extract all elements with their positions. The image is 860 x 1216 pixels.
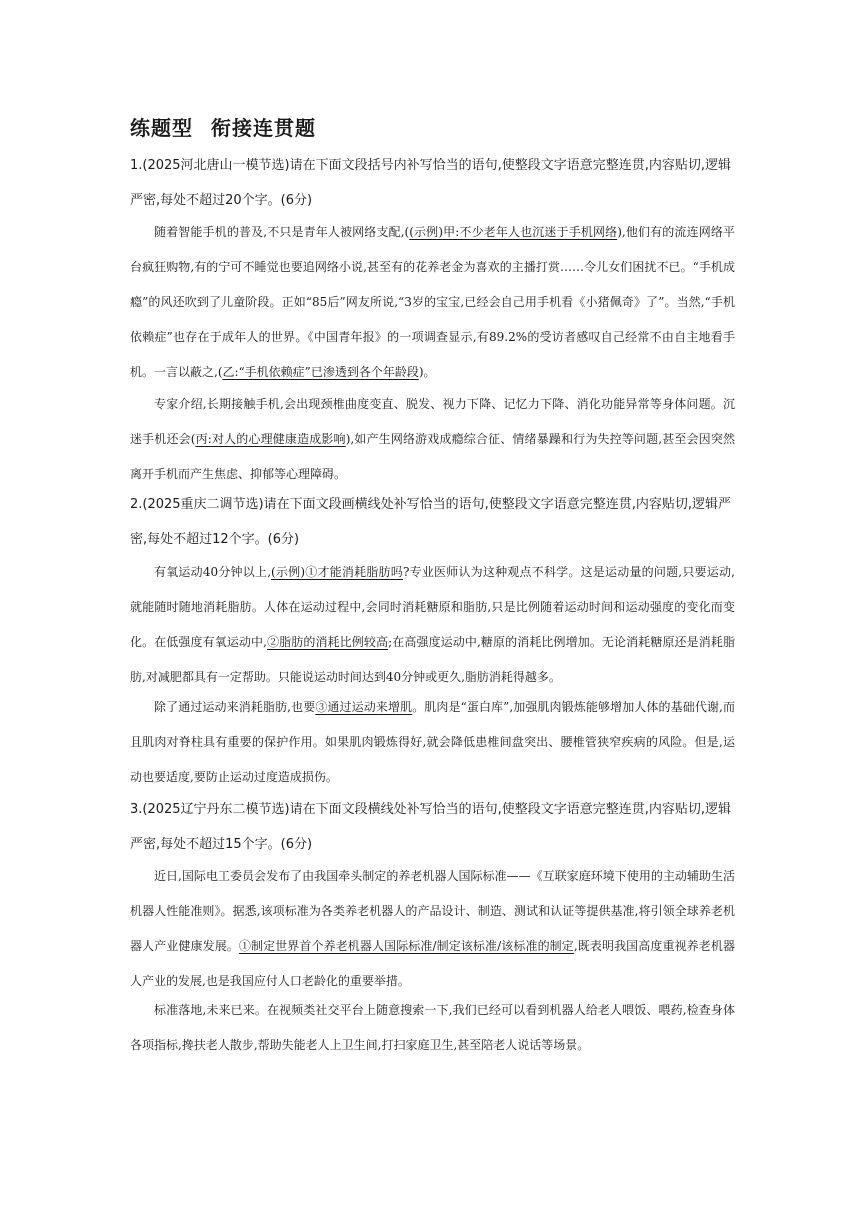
q2-answer-3: ③通过运动来增肌 — [315, 700, 413, 714]
q2-text-1e: ;在高强度运动中,糖原的消耗比例增加。无论消耗糖原还是消耗脂肪,对减肥都具有一定帮助。只能说运动时间达到40分钟或更久,脂肪消耗得越多。 — [130, 635, 735, 684]
q2-answer-2: ②脂肪的消耗比例较高 — [266, 635, 389, 649]
q1-text-1e: )。 — [418, 365, 436, 379]
question-3-paragraph-1 — [130, 859, 735, 999]
question-2-paragraph-1 — [130, 555, 735, 695]
question-1-stem: 1.(2025河北唐山一模节选)请在下面文段括号内补写恰当的语句,使整段文字语意完整连贯,内容贴切,逻辑严密,每处不超过20个字。(6分) — [130, 158, 732, 208]
q1-text-1c: ),他们有的流连网络平台疯狂购物,有的宁可不睡觉也要追网络小说,甚至有的花养老金为喜欢的主播打赏……令儿女们困扰不已。“手机成瘾”的风还吹到了儿童阶段。正如“85后”网友所说,“3岁的宝宝,已经会自己用手机看《小猪佩奇》了”。当然,“手机依赖症”也存在于成年人的世界。《中国青年报》的一项调查显示,有89.2%的受访者感叹自己经常不由自主地看手机。一言以蔽之,( — [130, 225, 735, 379]
q1-text-2a: 专家介绍,长期接触手机,会出现颈椎曲度变直、脱发、视力下降、记忆力下降、消化功能异常等身体问题。沉迷手机还会( — [130, 397, 735, 446]
question-3-paragraph-2 — [130, 993, 735, 1063]
q2-text-1c: ?专业医师认为这种观点不科学。这是运动量的问题,只要运动,就能随时随地消耗脂肪。人体在运动过程中,会同时消耗糖原和脂肪,只是比例随着运动时间和运动强度的变化而变化。在低强度有氧运动中, — [130, 565, 735, 649]
question-3-stem: 3.(2025辽宁丹东二模节选)请在下面文段横线处补写恰当的语句,使整段文字语意完整连贯,内容贴切,逻辑严密,每处不超过15个字。(6分) — [130, 802, 732, 852]
section-title-left: 练题型 — [130, 116, 193, 140]
q3-text-2a: 标准落地,未来已来。在视频类社交平台上随意搜索一下,我们已经可以看到机器人给老人喂饭、喂药,检查身体各项指标,搀扶老人散步,帮助失能老人上卫生间,打扫家庭卫生,甚至陪老人说话等场景。 — [130, 1003, 735, 1052]
q1-answer-c: 丙:对人的心理健康造成影响 — [195, 432, 346, 446]
q3-text-1a: 近日,国际电工委员会发布了由我国牵头制定的养老机器人国际标准——《互联家庭环境下使用的主动辅助生活机器人性能准则》。据悉,该项标准为各类养老机器人的产品设计、制造、测试和认证等提供基准,将引领全球养老机器人产业健康发展。 — [130, 869, 735, 953]
q2-answer-1: (示例)①才能消耗脂肪吗 — [271, 565, 403, 579]
section-title-right: 衔接连贯题 — [211, 116, 316, 140]
q3-text-1c: ,既表明我国高度重视养老机器人产业的发展,也是我国应付人口老龄化的重要举措。 — [130, 939, 735, 988]
q1-text-2c: ),如产生网络游戏成瘾综合征、情绪暴躁和行为失控等问题,甚至会因突然离开手机而产生焦虑、抑郁等心理障碍。 — [130, 432, 735, 481]
q2-text-1a: 有氧运动40分钟以上, — [154, 565, 272, 579]
q1-answer-b: 乙:“手机依赖症”已渗透到各个年龄段 — [222, 365, 419, 379]
question-1-paragraph-2 — [130, 387, 735, 492]
question-2-paragraph-2 — [130, 690, 735, 795]
q1-text-1a: 随着智能手机的普及,不只是青年人被网络支配,( — [154, 225, 410, 239]
q1-answer-a: (示例)甲:不少老年人也沉迷于手机网络 — [409, 225, 618, 239]
q2-text-2a: 除了通过运动来消耗脂肪,也要 — [154, 700, 316, 714]
section-title — [130, 112, 316, 141]
question-2-stem: 2.(2025重庆二调节选)请在下面文段画横线处补写恰当的语句,使整段文字语意完整连贯,内容贴切,逻辑严密,每处不超过12个字。(6分) — [130, 497, 732, 547]
q2-text-2c: 。肌肉是“蛋白库”,加强肌肉锻炼能够增加人体的基础代谢,而且肌肉对脊柱具有重要的保护作用。如果肌肉锻炼得好,就会降低患椎间盘突出、腰椎管狭窄疾病的风险。但是,运动也要适度,要防止运动过度造成损伤。 — [130, 700, 735, 784]
question-1-paragraph-1 — [130, 215, 735, 390]
q3-answer-1: ①制定世界首个养老机器人国际标准/制定该标准/该标准的制定 — [238, 939, 574, 953]
